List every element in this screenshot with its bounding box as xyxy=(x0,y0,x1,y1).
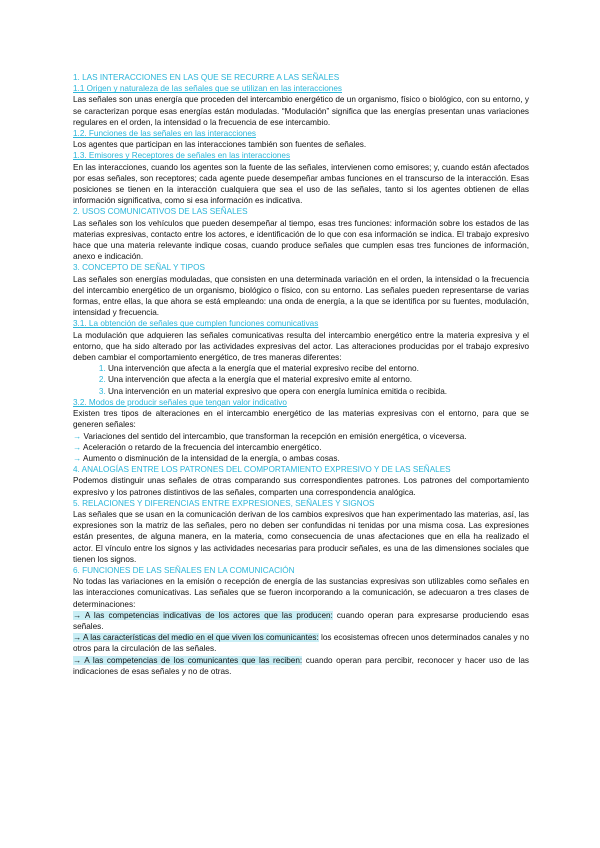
heading-section-6: 6. FUNCIONES DE LAS SEÑALES EN LA COMUNICACIÓN xyxy=(73,565,295,575)
document-page xyxy=(73,72,529,677)
heading-1-3[interactable]: 1.3. Emisores y Receptores de señales en las interacciones xyxy=(73,151,291,161)
arrow-icon: → xyxy=(73,431,82,441)
heading-section-1: 1. LAS INTERACCIONES EN LAS QUE SE RECURRE A LAS SEÑALES xyxy=(73,73,340,82)
bullet-item xyxy=(73,431,529,442)
paragraph-5: Las señales que se usan en la comunicación derivan de los cambios expresivos que han experimentado las materias, así, las expresiones son la matriz de las señales, pero no deben ser confundidas ni tenidas por una misma cosa. Las expresiones están presentes, de alguna manera, en la materia, como consecuencia de unas afectaciones que en ella ha realizado el actor. El vínculo entre los signos y las actividades necesarias para producir señales, es una de las dimensiones sociales que tienen los signos. xyxy=(73,509,529,564)
paragraph-3-2: Existen tres tipos de alteraciones en el intercambio energético de las materias expresivas con el entorno, para que se generen señales: xyxy=(73,409,529,430)
arrow-icon: → xyxy=(73,453,82,463)
numbered-list xyxy=(73,363,529,397)
list-item: 2. Una intervención que afecta a la energía que el material expresivo emite al entorno. xyxy=(108,374,529,385)
bullet-text: Aumento o disminución de la intensidad de la energía, o ambas cosas. xyxy=(83,453,340,463)
bullet-text: Aceleración o retardo de la frecuencia del intercambio energético. xyxy=(83,442,322,452)
bullet-item xyxy=(73,453,529,464)
paragraph-1-2: Los agentes que participan en las interacciones también son fuentes de señales. xyxy=(73,140,367,150)
highlighted-text: → A las competencias de los comunicantes que las reciben: xyxy=(73,655,303,665)
paragraph-3-1: La modulación que adquieren las señales comunicativas resulta del intercambio energético entre la materia expresiva y el entorno, que ha sido alterado por las actividades expresivas del actor. Las alteraciones producidas por el trabajo expresivo deben cambiar el comportamiento energético, de tres maneras diferentes: xyxy=(73,330,529,363)
highlighted-text: → A las características del medio en el que viven los comunicantes: xyxy=(73,633,319,643)
determination-item xyxy=(73,655,529,677)
heading-section-3: 3. CONCEPTO DE SEÑAL Y TIPOS xyxy=(73,263,205,273)
paragraph-1-1: Las señales son unas energía que proceden del intercambio energético de un organismo, físico o biológico, con su entorno, y se caracterizan porque esas energías están moduladas. “Modulación” significa que las energías presentan unas variaciones regulares en el orden, la intensidad o la frecuencia de ese intercambio. xyxy=(73,95,529,127)
heading-section-4: 4. ANALOGÍAS ENTRE LOS PATRONES DEL COMPORTAMIENTO EXPRESIVO Y DE LAS SEÑALES xyxy=(73,465,451,475)
heading-section-5: 5. RELACIONES Y DIFERENCIAS ENTRE EXPRESIONES, SEÑALES Y SIGNOS xyxy=(73,498,375,508)
paragraph-2: Las señales son los vehículos que pueden desempeñar al tiempo, esas tres funciones: información sobre los estados de las materias expresivas, contacto entre los actores, e identificación de lo que con esa información se indica. El trabajo expresivo hace que una materia relevante indique cosas, cuando produce señales que cumplen esas tres funciones de información, anexo e indicación. xyxy=(73,218,529,262)
heading-1-2[interactable]: 1.2. Funciones de las señales en las interacciones xyxy=(73,129,256,139)
heading-section-2: 2. USOS COMUNICATIVOS DE LAS SEÑALES xyxy=(73,207,248,217)
list-item: 1. Una intervención que afecta a la energía que el material expresivo recibe del entorno. xyxy=(108,363,529,374)
paragraph-1-3: En las interacciones, cuando los agentes son la fuente de las señales, intervienen como emisores; y, cuando están afectados por esas señales, son receptores; cada agente puede desempeñar ambas funciones en el transcurso de la interacción. Esas posiciones se tienen en la interacción cualquiera que sea el uso de las señales, tanto si los agentes obtienen de ellas información significativa, como si esa información es indicativa. xyxy=(73,162,529,206)
bullet-item xyxy=(73,442,529,453)
paragraph-6: No todas las variaciones en la emisión o recepción de energía de las sustancias expresivas son utilizables como señales en las interacciones comunicativas. Las señales que se fueron incorporando a la comunicación, se adecuaron a tres clases de determinaciones: xyxy=(73,577,529,609)
item-text: cuando operan para expresarse produciendo esas señales. xyxy=(73,610,529,631)
paragraph-3: Las señales son energías moduladas, que consisten en una determinada variación en el orden, la intensidad o la frecuencia del intercambio energético de un organismo, biológico o físico, con su entorno. Las señales pueden representarse de varias formas, entre ellas, la que ahora se está empleando: una onda de energía, a la que se identifica por su fuentes, modulación, intensidad y frecuencia. xyxy=(73,274,529,318)
arrow-icon: → xyxy=(73,442,82,452)
bullet-text: Variaciones del sentido del intercambio, que transforman la recepción en emisión energética, o viceversa. xyxy=(83,431,467,441)
list-item: 3. Una intervención en un material expresivo que opera con energía lumínica emitida o recibida. xyxy=(108,386,529,397)
heading-3-2[interactable]: 3.2. Modos de producir señales que tengan valor indicativo xyxy=(73,397,287,407)
determination-item xyxy=(73,610,529,632)
highlighted-text: → A las competencias indicativas de los actores que las producen: xyxy=(73,610,333,620)
item-text: los ecosistemas ofrecen unos determinados canales y no otros para la circulación de las señales. xyxy=(73,633,530,654)
determination-item xyxy=(73,632,529,654)
heading-3-1[interactable]: 3.1. La obtención de señales que cumplen funciones comunicativas xyxy=(73,319,319,329)
item-text: cuando operan para percibir, reconocer y hacer uso de las indicaciones de esas señales y no de otras. xyxy=(73,655,529,676)
paragraph-4: Podemos distinguir unas señales de otras comparando sus correspondientes patrones. Los patrones del comportamiento expresivo y los patrones distintivos de las señales, comparten una correspondencia analógica. xyxy=(73,476,529,497)
heading-1-1[interactable]: 1.1 Origen y naturaleza de las señales que se utilizan en las interacciones xyxy=(73,84,342,94)
